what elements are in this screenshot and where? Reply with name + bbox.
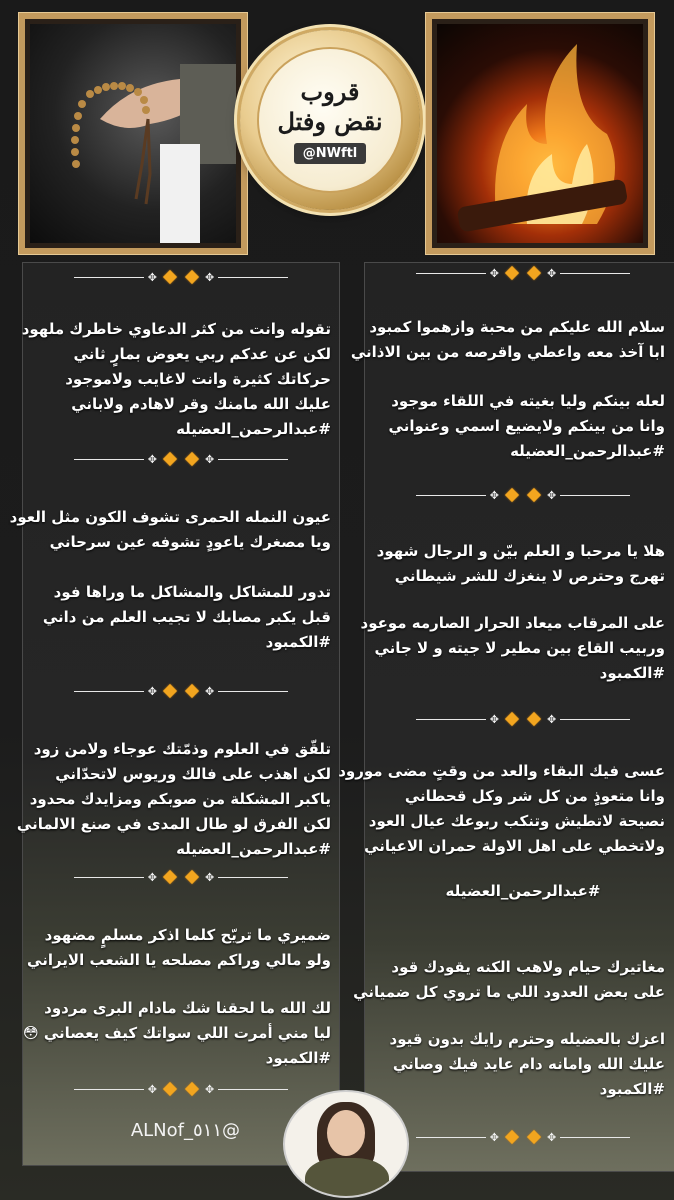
poem-stanza <box>15 923 331 973</box>
avatar-face <box>327 1110 365 1156</box>
diamond-icon <box>185 270 199 284</box>
group-logo-badge <box>240 30 420 210</box>
sparkle-icon: ✥ <box>489 488 499 502</box>
diamond-icon <box>185 1082 199 1096</box>
poem-stanza <box>365 389 665 464</box>
poem-line: ضميري ما تريّح كلما اذكر مسلمٍ مضهود <box>44 926 331 944</box>
divider-line <box>218 1089 288 1090</box>
divider-line <box>560 495 630 496</box>
sparkle-icon: ✥ <box>147 1082 157 1096</box>
sparkle-icon: ✥ <box>147 270 157 284</box>
diamond-icon <box>163 870 177 884</box>
poem-line: ليا مني أمرت اللي سواتك كيف يعصاني 😳 <box>23 1024 331 1042</box>
diamond-icon <box>163 1082 177 1096</box>
hashtag: #عبدالرحمن_العضيله <box>176 420 331 438</box>
diamond-icon <box>185 452 199 466</box>
diamond-icon <box>505 266 519 280</box>
sparkle-icon: ✥ <box>489 712 499 726</box>
poem-stanza <box>15 737 331 862</box>
diamond-icon <box>185 870 199 884</box>
poem-line: تقوله وانت من كثر الدعاوي خاطرك ملهود <box>21 320 331 338</box>
poem-line: ياكبر المشكلة من صوبكم ومزايدك محدود <box>29 790 331 808</box>
poem-line: نصيحة لاتطيش وتنكب ربوعك عيال العود <box>368 812 665 830</box>
sparkle-icon: ✥ <box>205 684 215 698</box>
poem-line: هلا يا مرحبا و العلم بيّن و الرجال شهود <box>376 542 665 560</box>
poem-line: عسى فيك البقاء والعد من وقتٍ مضى مورود <box>338 762 665 780</box>
poem-line: تدور للمشاكل والمشاكل ما وراها فود <box>53 583 331 601</box>
poem-line: وانا متعوذٍ من كل شر وكل قحطاني <box>404 787 665 805</box>
ornament-divider <box>365 263 674 283</box>
poem-line: سلام الله عليكم من محبة وازهموا كمبود <box>369 318 665 336</box>
divider-line <box>560 273 630 274</box>
poem-line: وانا من بينكم ولايضيع اسمي وعنواني <box>388 417 665 435</box>
diamond-icon <box>505 488 519 502</box>
diamond-icon <box>505 712 519 726</box>
poem-stanza <box>350 315 665 365</box>
poem-stanza <box>353 955 665 1005</box>
right-poem-column <box>338 262 674 1172</box>
divider-line <box>218 877 288 878</box>
diamond-icon <box>527 1130 541 1144</box>
poem-line: عليك الله وامانه دام عايد فيك وصاني <box>392 1055 665 1073</box>
poem-line: تهرج وحترص لا ينغزك للشر شيطاني <box>394 567 665 585</box>
poem-line: ابا آخذ معه واعطي واقرصه من بين الاذاني <box>350 343 665 361</box>
diamond-icon <box>185 684 199 698</box>
poem-stanza <box>360 611 665 686</box>
hashtag: #الكمبود <box>265 633 331 651</box>
hashtag: #الكمبود <box>265 1049 331 1067</box>
divider-line <box>416 719 486 720</box>
divider-line <box>74 877 144 878</box>
hand-illustration <box>30 24 238 245</box>
sparkle-icon: ✥ <box>547 1130 557 1144</box>
divider-line <box>218 691 288 692</box>
divider-line <box>218 277 288 278</box>
diamond-icon <box>527 266 541 280</box>
poem-line: ولو مالي وراكم مصلحه يا الشعب الايراني <box>27 951 331 969</box>
poem-line: عليك الله مامنك وقر لاهادم ولاباني <box>71 395 331 413</box>
sparkle-icon: ✥ <box>205 452 215 466</box>
divider-line <box>74 459 144 460</box>
poem-line: لكن اهذب على فالك وريوس لاتحدّاني <box>55 765 331 783</box>
poem-line: حركاتك كثيرة وانت لاغايب ولاموجود <box>65 370 331 388</box>
fire-photo-frame <box>425 12 655 255</box>
diamond-icon <box>163 684 177 698</box>
divider-line <box>416 1137 486 1138</box>
diamond-icon <box>527 488 541 502</box>
sparkle-icon: ✥ <box>205 270 215 284</box>
sparkle-icon: ✥ <box>147 452 157 466</box>
badge-handle: @NWftl <box>294 143 367 164</box>
poem-line: عيون النمله الحمرى تشوف الكون مثل العود <box>9 508 331 526</box>
divider-line <box>74 277 144 278</box>
sparkle-icon: ✥ <box>147 870 157 884</box>
poem-stanza <box>365 1027 665 1102</box>
divider-line <box>416 273 486 274</box>
poem-line: لك الله ما لحقنا شك مادام البرى مردود <box>44 999 331 1017</box>
poem-line: لكن عن عدكم ربي يعوض بمارٍ ثاني <box>73 345 331 363</box>
hashtag: #الكمبود <box>599 1080 665 1098</box>
sparkle-icon: ✥ <box>547 712 557 726</box>
divider-line <box>416 495 486 496</box>
divider-line <box>74 691 144 692</box>
divider-line <box>560 719 630 720</box>
badge-title-line2: نقض وفتل <box>277 106 383 136</box>
diamond-icon <box>505 1130 519 1144</box>
ornament-divider <box>365 1127 674 1147</box>
poem-stanza <box>15 317 331 442</box>
sparkle-icon: ✥ <box>147 684 157 698</box>
avatar-body <box>305 1158 389 1198</box>
hashtag: #الكمبود <box>599 664 665 682</box>
poem-line: ويا مصغرك ياعودٍ تشوفه عين سرحاني <box>49 533 331 551</box>
poem-line: لعله بينكم وليا بغيته في اللقاء موجود <box>391 392 665 410</box>
poem-stanza <box>338 759 665 859</box>
hashtag-stanza <box>365 879 674 904</box>
author-handle: ALNof_٥١١@ <box>130 1120 240 1141</box>
left-poem-column <box>9 262 340 1166</box>
sparkle-icon: ✥ <box>205 870 215 884</box>
ornament-divider <box>23 449 339 469</box>
poem-stanza <box>365 539 665 589</box>
sparkle-icon: ✥ <box>489 266 499 280</box>
ornament-divider <box>23 867 339 887</box>
poem-line: وربيب القاع بين مطير لا جيته و لا جاني <box>374 639 665 657</box>
avatar <box>283 1090 409 1198</box>
hashtag: #عبدالرحمن_العضيله <box>445 882 601 900</box>
poem-line: لكن الفرق لو طال المدى في صنع الالماني <box>16 815 331 833</box>
badge-title-line1: قروب <box>300 76 360 106</box>
ornament-divider <box>23 681 339 701</box>
flame-illustration <box>437 24 645 245</box>
hand-photo-frame <box>18 12 248 255</box>
sparkle-icon: ✥ <box>489 1130 499 1144</box>
sparkle-icon: ✥ <box>547 488 557 502</box>
prayer-beads-hand-image <box>25 19 241 248</box>
divider-line <box>74 1089 144 1090</box>
hashtag: #عبدالرحمن_العضيله <box>510 442 665 460</box>
sparkle-icon: ✥ <box>547 266 557 280</box>
ornament-divider <box>23 267 339 287</box>
badge-inner-circle <box>257 47 403 193</box>
poem-stanza <box>15 580 331 655</box>
poem-line: على المرقاب ميعاد الحرار الصارمه موعود <box>360 614 665 632</box>
poem-line: قبل يكبر مصابك لا تجيب العلم من داني <box>42 608 331 626</box>
diamond-icon <box>163 270 177 284</box>
poem-line: مغاتيرك حيام ولاهب الكنه يقودك قود <box>391 958 665 976</box>
ornament-divider <box>23 1079 339 1099</box>
sparkle-icon: ✥ <box>205 1082 215 1096</box>
diamond-icon <box>163 452 177 466</box>
poem-line: تلقّق في العلوم وذمّتك عوجاء ولامن زود <box>33 740 331 758</box>
divider-line <box>218 459 288 460</box>
poem-line: ولاتخطي على اهل الاولة حمران الاعياني <box>364 837 665 855</box>
ornament-divider <box>365 709 674 729</box>
poem-line: على بعض العدود اللي ما تروي كل ضمياني <box>353 983 665 1001</box>
hashtag: #عبدالرحمن_العضيله <box>176 840 331 858</box>
poem-line: اعزك بالعضيله وحترم رايك بدون قيود <box>389 1030 665 1048</box>
divider-line <box>560 1137 630 1138</box>
diamond-icon <box>527 712 541 726</box>
poem-stanza <box>9 505 331 555</box>
poem-stanza <box>15 996 331 1071</box>
ornament-divider <box>365 485 674 505</box>
fire-image <box>432 19 648 248</box>
